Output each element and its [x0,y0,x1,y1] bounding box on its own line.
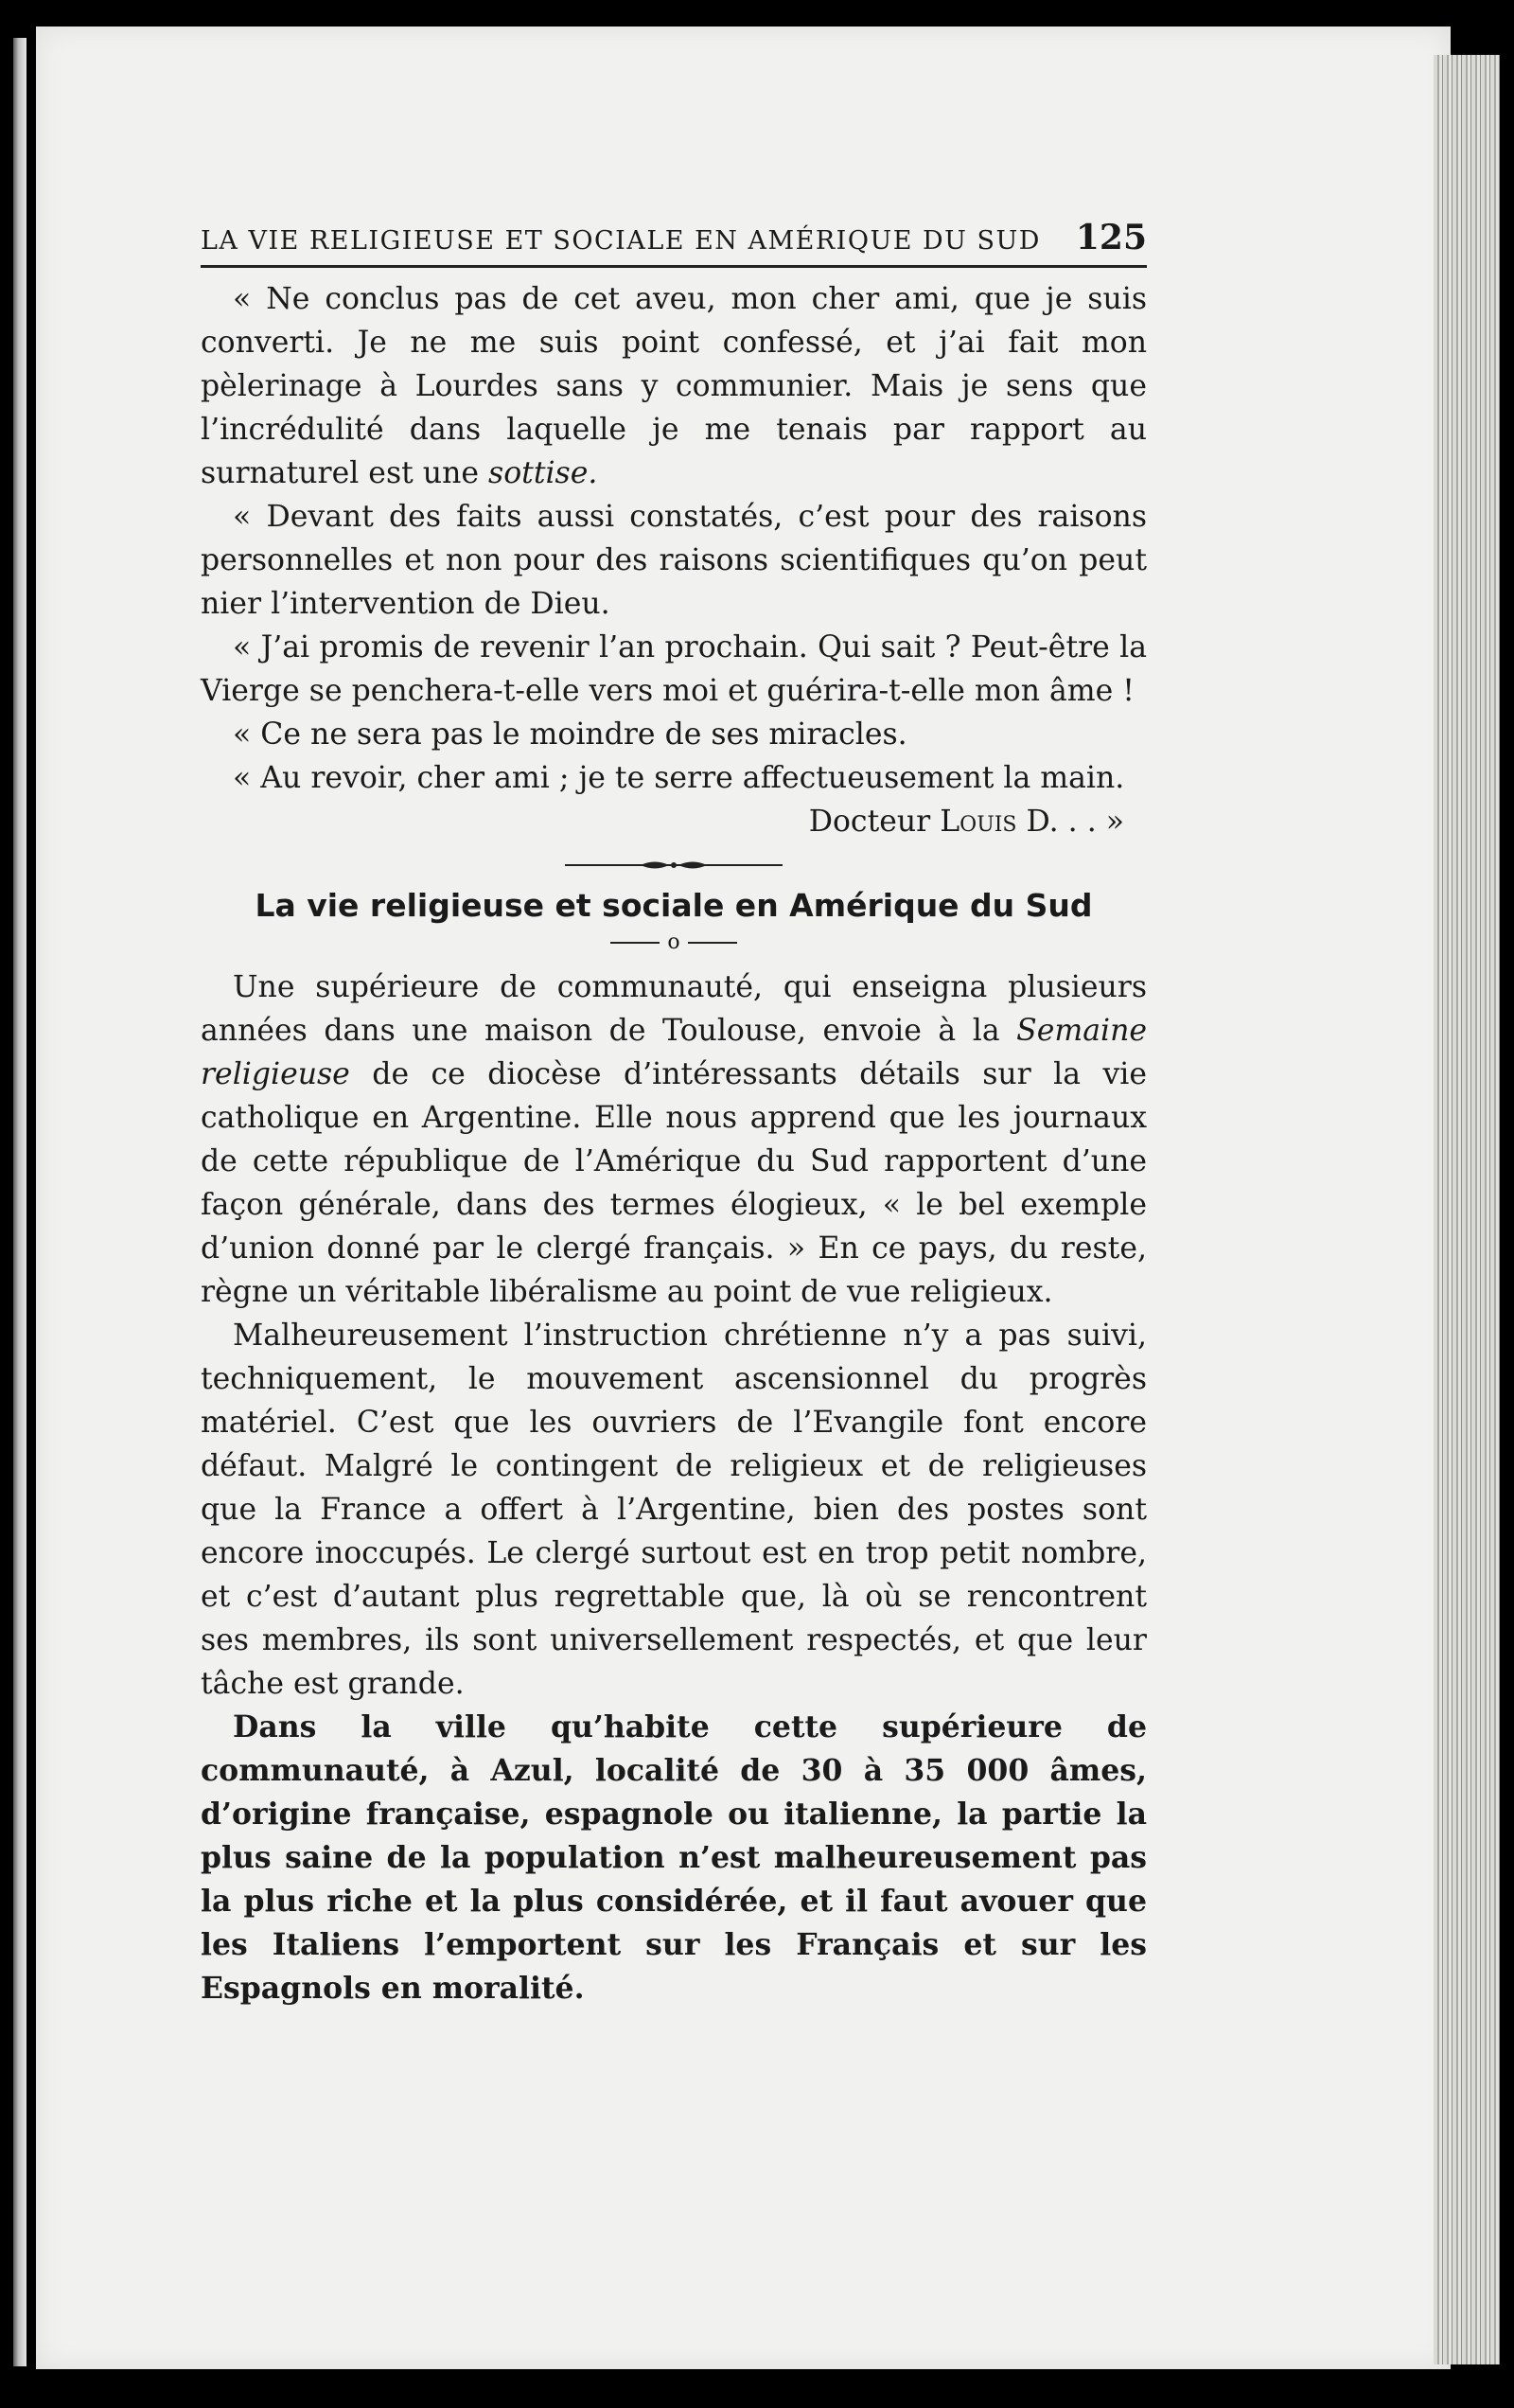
letter-paragraph: « Ce ne sera pas le moindre de ses miracles. [233,717,907,752]
ornament-icon [565,857,783,874]
page-stack-edge [1434,55,1500,2364]
section-body [201,965,1147,2010]
page-content [201,218,1147,2010]
running-head [201,218,1147,268]
section-paragraph: Malheureusement l’instruction chrétienne n’y a pas suivi, techniquement, le mouvement ascensionnel du progrès matériel. C’est que les ouvriers de l’Evangile font encore défaut. Malgré le contingent de religieux et de religieuses que la France a offert à l’Argentine, bien des postes sont encore inoccupés. Le clergé surtout est en trop petit nombre, et c’est d’autant plus regrettable que, là où se rencontrent ses membres, ils sont universellement respectés, et que leur tâche est grande. [201,1319,1147,1701]
section-title: La vie religieuse et sociale en Amérique du Sud [255,887,1093,924]
letter-paragraph: « Au revoir, cher ami ; je te serre affectueusement la main. [233,761,1125,795]
running-head-title: LA VIE RELIGIEUSE ET SOCIALE EN AMÉRIQUE DU SUD [201,226,1041,256]
letter-paragraph: « Devant des faits aussi constatés, c’est pour des raisons personnelles et non pour des raisons scientifiques qu’on peut nier l’intervention de Dieu. [201,500,1147,621]
section-paragraph: Dans la ville qu’habite cette supérieure de communauté, à Azul, localité de 30 à 35 000 âmes, d’origine française, espagnole ou italienne, la partie la plus saine de la population n’est malheureusement pas la plus riche et la plus considérée, et il faut avouer que les Italiens l’emportent sur les Français et sur les Espagnols en moralité. [201,1709,1147,2006]
signature: Docteur Louis D. . . » [808,805,1124,839]
letter-excerpt [201,277,1147,843]
emphasis-word: sottise. [488,456,598,490]
section-paragraph: Une supérieure de communauté, qui enseigna plusieurs années dans une maison de Toulouse, envoie à la Semaine religieuse de ce diocèse d’intéressants détails sur la vie catholique en Argentine. Elle nous apprend que les journaux de cette république de l’Amérique du Sud rapportent d’une façon générale, dans des termes élogieux, « le bel exemple d’union donné par le clergé français. » En ce pays, du reste, règne un véritable libéralisme au point de vue religieux. [201,970,1147,1309]
previous-page-edge [0,0,38,2408]
page-number: 125 [1075,218,1147,257]
title-divider: o [201,930,1147,954]
letter-paragraph: « J’ai promis de revenir l’an prochain. Qui sait ? Peut-être la Vierge se penchera-t-elle vers moi et guérira-t-elle mon âme ! [201,630,1147,708]
letter-paragraph: « Ne conclus pas de cet aveu, mon cher ami, que je suis converti. Je ne me suis point confessé, et j’ai fait mon pèlerinage à Lourdes sans y communier. Mais je sens que l’incrédulité dans laquelle je me tenais par rapport au surnaturel est une sottise. [201,282,1147,490]
ornament-divider [201,857,1147,874]
